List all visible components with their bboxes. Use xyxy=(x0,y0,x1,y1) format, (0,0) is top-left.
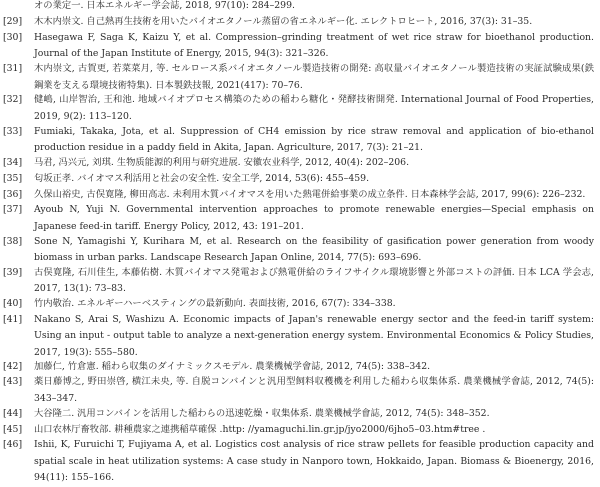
reference-text: 山口农林厅畜牧部. 耕種農家之連携稲草確保 .http: //yamaguchi.lin.gr.jp/jyo2000/6jho5–03.htm#tree . xyxy=(34,423,486,435)
reference-number: [41] xyxy=(3,313,23,325)
reference-text: Sone N, Yamagishi Y, Kurihara M, et al. Research on the feasibility of gasification power generation from woody biomass in urban parks. Landscape Research Japan Online, 2014, 77(5): 693–696. xyxy=(34,235,594,264)
reference-text: Hasegawa F, Saga K, Kaizu Y, et al. Compression–grinding treatment of wet rice straw for bioethanol production. Journal of the Japan Institute of Energy, 2015, 94(3): 321–326. xyxy=(34,31,594,60)
reference-text: 匂坂正孝. バイオマス利活用と社会の安全性. 安全工学, 2014, 53(6): 455–459. xyxy=(34,172,370,184)
reference-text: 竹内敬治. エネルギーハーベスティングの最新動向. 表面技術, 2016, 67(7): 334–338. xyxy=(34,298,396,310)
reference-number: [29] xyxy=(3,15,23,27)
reference-number: [39] xyxy=(3,266,23,278)
reference-text: Nakano S, Arai S, Washizu A. Economic impacts of Japan's renewable energy sector and the feed-in tariff system: Using an input - output table to analyze a next-generation energy system. Environmental Economics & Policy Studies, 2017, 19(3): 555–580. xyxy=(34,313,594,358)
reference-number: [37] xyxy=(3,204,23,216)
reference-number: [36] xyxy=(3,188,23,200)
reference-number: [32] xyxy=(3,94,23,106)
reference-number: [38] xyxy=(3,235,23,247)
reference-text: 健嶋, 山岸智治, 王和池. 地域バイオプロセス構築のための稲わら糖化・発酵技術開発. International Journal of Food Properties, 2019, 9(2): 113–120. xyxy=(34,94,594,122)
reference-text: 久保山裕史, 古俣寛隆, 柳田高志. 未利用木質バイオマスを用いた熱電併給事業の成立条件. 日本森林学会誌, 2017, 99(6): 226–232. xyxy=(34,188,586,200)
reference-text: Fumiaki, Takaka, Jota, et al. Suppression of CH4 emission by rice straw removal and application of bio-ethanol production residue in a paddy field in Akita, Japan. Agriculture, 2017, 7(3): 21–21. xyxy=(34,125,594,154)
reference-text: 加藤仁, 竹倉憲. 稲わら収集のダイナミックスモデル. 農業機械学會誌, 2012, 74(5): 338–342. xyxy=(34,360,431,372)
reference-text: 马君, 冯兴元, 刘琪. 生物质能源的利用与研究进展. 安徽农业科学, 2012, 40(4): 202–206. xyxy=(34,156,410,168)
reference-number: [46] xyxy=(3,439,23,451)
reference-number: [42] xyxy=(3,360,23,372)
reference-number: [44] xyxy=(3,407,23,419)
reference-text: Ishii, K, Furuichi T, Fujiyama A, et al. Logistics cost analysis of rice straw pellets for feasible production capacity and spatial scale in heat utilization systems: A case study in Nanporo town, Hokkaido, Japan. Biomass & Bioenergy, 2016, 94(11): 155–166. xyxy=(34,439,594,484)
reference-number: [34] xyxy=(3,156,23,168)
reference-text: 大谷隆二. 汎用コンバインを活用した稲わらの迅速乾燥・収集体系. 農業機械学會誌, 2012, 74(5): 348–352. xyxy=(34,407,490,419)
reference-number: [45] xyxy=(3,423,23,435)
reference-text: 薬日藤博之, 野田崇啓, 横江未央, 等. 自脱コンバインと汎用型飼料収穫機を利用した稲わら収集体系. 農業機械学會誌, 2012, 74(5): 343–347. xyxy=(34,376,594,404)
reference-text: 古俣寛隆, 石川佳生, 本藤佑樹. 木質バイオマス発電および熱電併給のライフサイクル環境影響と外部コストの評価. 日本 LCA 学会志, 2017, 13(1): 73–83. xyxy=(34,266,594,295)
reference-number: [30] xyxy=(3,31,23,43)
reference-text: オの業定一. 日本エネルギー学会誌, 2018, 97(10): 284–299. xyxy=(34,0,295,12)
reference-number: [31] xyxy=(3,63,23,75)
reference-number: [40] xyxy=(3,298,23,310)
reference-text: 木内崇文, 古賀更, 若菜菜月, 等. セルロース系バイオエタノール製造技術の開発: 高収量バイオエタノール製造技術の実証試験成果(鉄鋼業を支える環境技術特集). 日本製鉄技報, 2021(417): 70–76. xyxy=(34,63,594,91)
reference-text: 木木内崇文. 自己熱再生技術を用いたバイオエタノール蒸留の省エネルギー化. エレクトロヒート, 2016, 37(3): 31–35. xyxy=(34,15,533,27)
reference-text: Ayoub N, Yuji N. Governmental intervention approaches to promote renewable energies—Special emphasis on Japanese feed-in tariff. Energy Policy, 2012, 43: 191–201. xyxy=(34,204,594,232)
reference-number: [33] xyxy=(3,125,23,137)
reference-number: [43] xyxy=(3,376,23,388)
reference-number: [35] xyxy=(3,172,23,184)
